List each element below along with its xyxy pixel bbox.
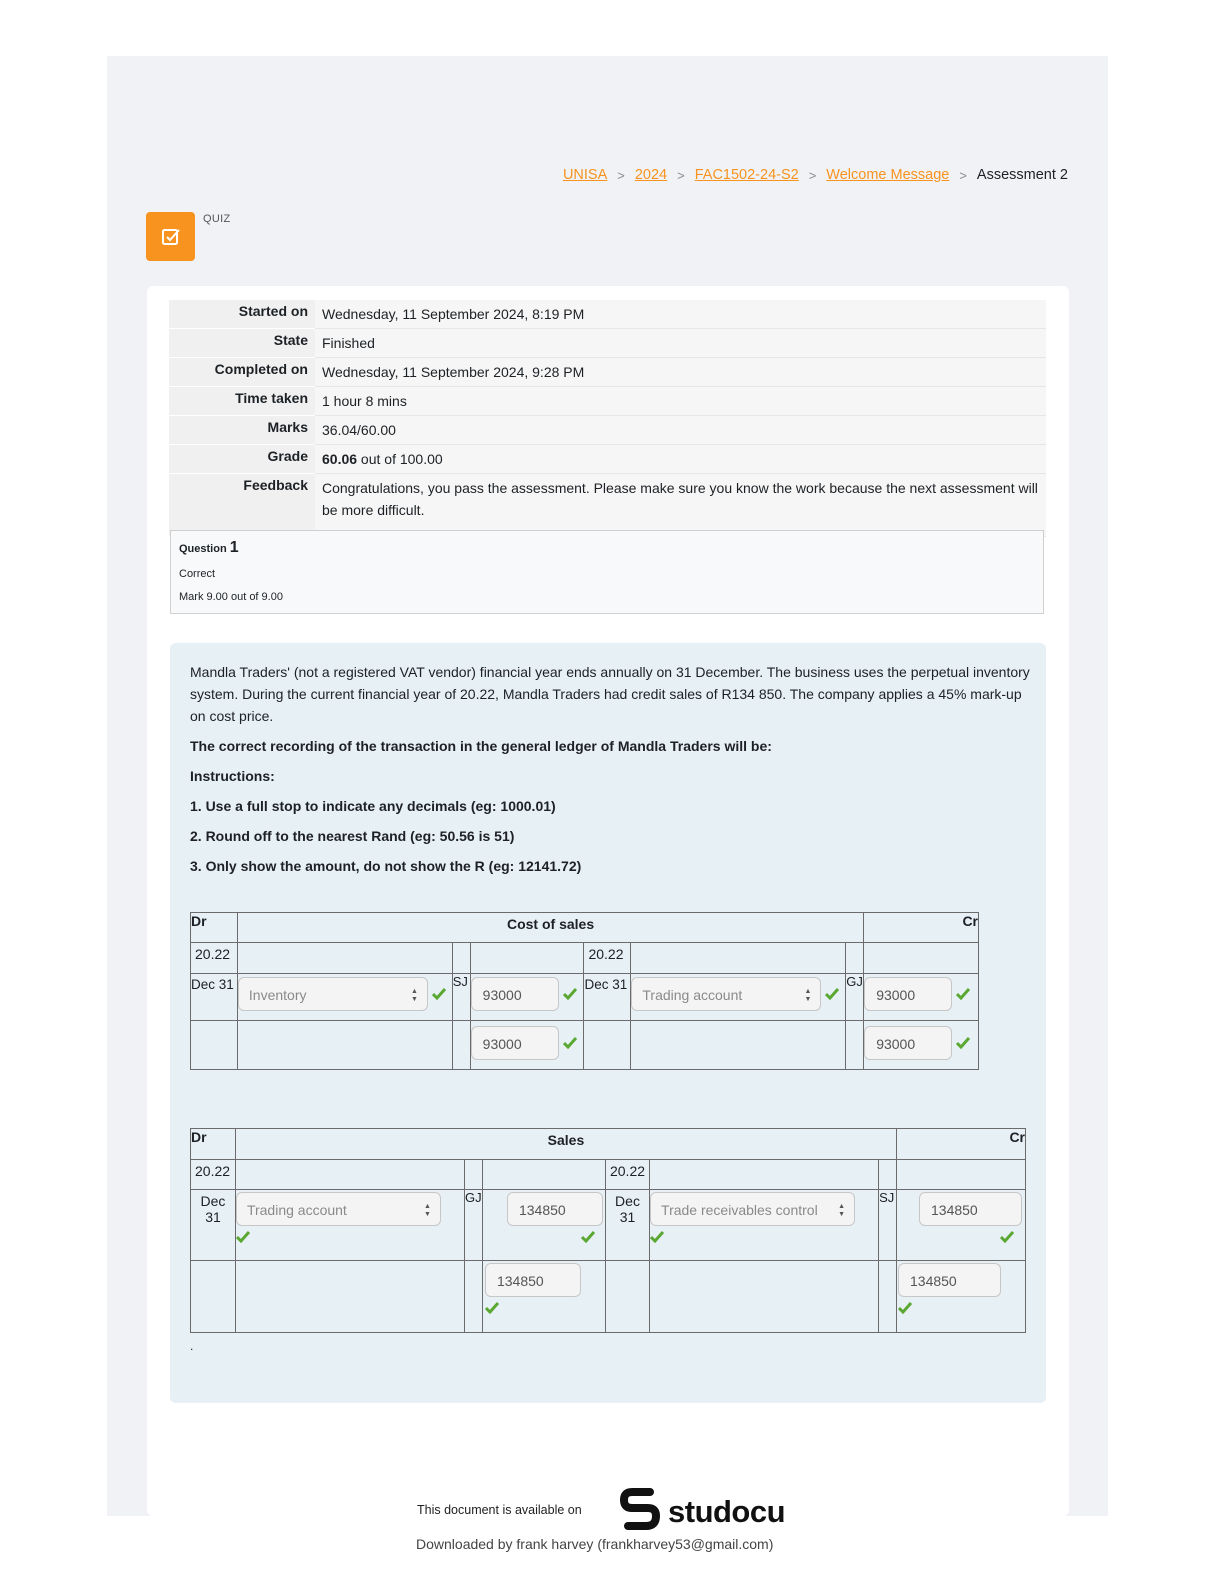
check-icon [485, 1301, 499, 1317]
check-icon [563, 1036, 577, 1052]
year-cell: 20.22 [584, 943, 631, 974]
detail-select[interactable] [650, 1192, 855, 1226]
attempt-summary-table [169, 300, 1046, 537]
total-input[interactable]: 93000 [864, 1026, 952, 1060]
folio-cell: SJ [879, 1190, 897, 1261]
grade-value [315, 445, 1046, 474]
check-icon [563, 987, 577, 1003]
quiz-review-card [147, 286, 1069, 1516]
total-input[interactable]: 134850 [485, 1263, 581, 1297]
chevron-right-icon: > [959, 167, 967, 183]
year-cell: 20.22 [605, 1160, 649, 1190]
instruction-item: 1. Use a full stop to indicate any decimals (eg: 1000.01) [190, 798, 556, 814]
grade-score: 60.06 [322, 451, 358, 467]
studocu-logo-icon [620, 1488, 662, 1535]
summary-label: Marks [169, 416, 315, 445]
time-taken-value: 1 hour 8 mins [315, 387, 1046, 416]
instruction-item: 3. Only show the amount, do not show the R (eg: 12141.72) [190, 858, 582, 874]
grade-out-of: out of 100.00 [357, 451, 443, 467]
breadcrumb-year[interactable]: 2024 [634, 167, 668, 183]
question-number-value: 1 [229, 539, 239, 556]
dr-label: Dr [191, 1129, 236, 1160]
detail-select-value: Inventory [248, 987, 307, 1003]
amount-input[interactable]: 93000 [471, 977, 559, 1011]
check-icon [898, 1301, 912, 1317]
amount-input[interactable]: 134850 [507, 1192, 603, 1226]
cost-of-sales-ledger [190, 912, 979, 1070]
breadcrumb-current: Assessment 2 [976, 167, 1068, 183]
ledger-title: Sales [235, 1129, 896, 1160]
question-content [170, 643, 1046, 1403]
detail-select-value: Trading account [246, 1202, 347, 1218]
marks-value: 36.04/60.00 [315, 416, 1046, 445]
total-input[interactable]: 134850 [898, 1263, 1001, 1297]
studocu-wordmark: studocu [668, 1493, 786, 1529]
updown-arrow-icon: ▲ ▼ [804, 988, 812, 1003]
cr-label: Cr [864, 913, 979, 943]
detail-select[interactable] [236, 1192, 441, 1226]
question-prompt: The correct recording of the transaction in the general ledger of Mandla Traders will be: [190, 738, 772, 754]
question-number [179, 539, 1035, 557]
detail-select[interactable] [631, 977, 821, 1011]
chevron-right-icon: > [617, 167, 625, 183]
question-info-box [170, 530, 1044, 614]
footer-downloaded-text: Downloaded by frank harvey (frankharvey53@gmail.com) [416, 1536, 774, 1552]
page-background [107, 56, 1108, 1516]
quiz-label: QUIZ [203, 213, 231, 225]
date-cell: Dec 31 [584, 974, 631, 1021]
question-status: Correct [179, 568, 216, 580]
summary-label: State [169, 329, 315, 358]
check-icon [650, 1230, 664, 1246]
breadcrumb [563, 167, 1068, 183]
summary-label: Feedback [169, 474, 315, 537]
question-text-block [190, 661, 1030, 885]
instruction-item: 2. Round off to the nearest Rand (eg: 50.56 is 51) [190, 828, 515, 844]
question-mark: Mark 9.00 out of 9.00 [179, 591, 283, 603]
check-icon [825, 987, 839, 1003]
summary-label: Completed on [169, 358, 315, 387]
amount-input[interactable]: 93000 [864, 977, 952, 1011]
check-icon [1000, 1230, 1014, 1246]
breadcrumb-welcome[interactable]: Welcome Message [826, 167, 950, 183]
year-cell: 20.22 [191, 943, 238, 974]
folio-cell: GJ [846, 974, 864, 1021]
total-input[interactable]: 93000 [471, 1026, 559, 1060]
summary-label: Grade [169, 445, 315, 474]
trailing-dot: . [190, 1339, 194, 1353]
summary-label: Started on [169, 300, 315, 329]
updown-arrow-icon: ▲ ▼ [424, 1203, 431, 1218]
check-icon [581, 1230, 595, 1246]
updown-arrow-icon: ▲ ▼ [410, 988, 418, 1003]
amount-input[interactable]: 134850 [919, 1192, 1022, 1226]
cr-label: Cr [897, 1129, 1026, 1160]
folio-cell: GJ [465, 1190, 483, 1261]
year-cell: 20.22 [191, 1160, 236, 1190]
footer-available-text: This document is available on [417, 1503, 582, 1517]
ledger-title: Cost of sales [237, 913, 863, 943]
breadcrumb-unisa[interactable]: UNISA [562, 167, 608, 183]
breadcrumb-course[interactable]: FAC1502-24-S2 [694, 167, 799, 183]
summary-label: Time taken [169, 387, 315, 416]
state-value: Finished [315, 329, 1046, 358]
detail-select-value: Trade receivables control [661, 1202, 818, 1218]
instructions-title: Instructions: [190, 768, 275, 784]
detail-select[interactable] [238, 977, 428, 1011]
folio-cell: SJ [452, 974, 470, 1021]
completed-on-value: Wednesday, 11 September 2024, 9:28 PM [315, 358, 1046, 387]
date-cell: Dec 31 [605, 1190, 649, 1261]
updown-arrow-icon: ▲ ▼ [838, 1203, 846, 1218]
check-icon [432, 987, 446, 1003]
check-icon [236, 1230, 250, 1246]
detail-select-value: Trading account [642, 987, 743, 1003]
question-text: Mandla Traders' (not a registered VAT vendor) financial year ends annually on 31 December. The business uses the perpetual inventory system. During the current financial year of 20.22, Mandla Traders had credit sales of R134 850. The company applies a 45% mark-up on cost price. [190, 664, 1030, 724]
sales-ledger [190, 1128, 1026, 1333]
feedback-value: Congratulations, you pass the assessment. Please make sure you know the work because the next assessment will be more difficult. [315, 474, 1046, 537]
question-label: Question [179, 543, 227, 555]
chevron-right-icon: > [808, 167, 817, 183]
quiz-icon [146, 212, 195, 261]
date-cell: Dec 31 [191, 1190, 236, 1261]
date-cell: Dec 31 [191, 974, 238, 1021]
dr-label: Dr [191, 913, 238, 943]
check-icon [956, 987, 970, 1003]
check-icon [956, 1036, 970, 1052]
started-on-value: Wednesday, 11 September 2024, 8:19 PM [315, 300, 1046, 329]
chevron-right-icon: > [677, 167, 685, 183]
studocu-logo[interactable] [620, 1488, 785, 1535]
